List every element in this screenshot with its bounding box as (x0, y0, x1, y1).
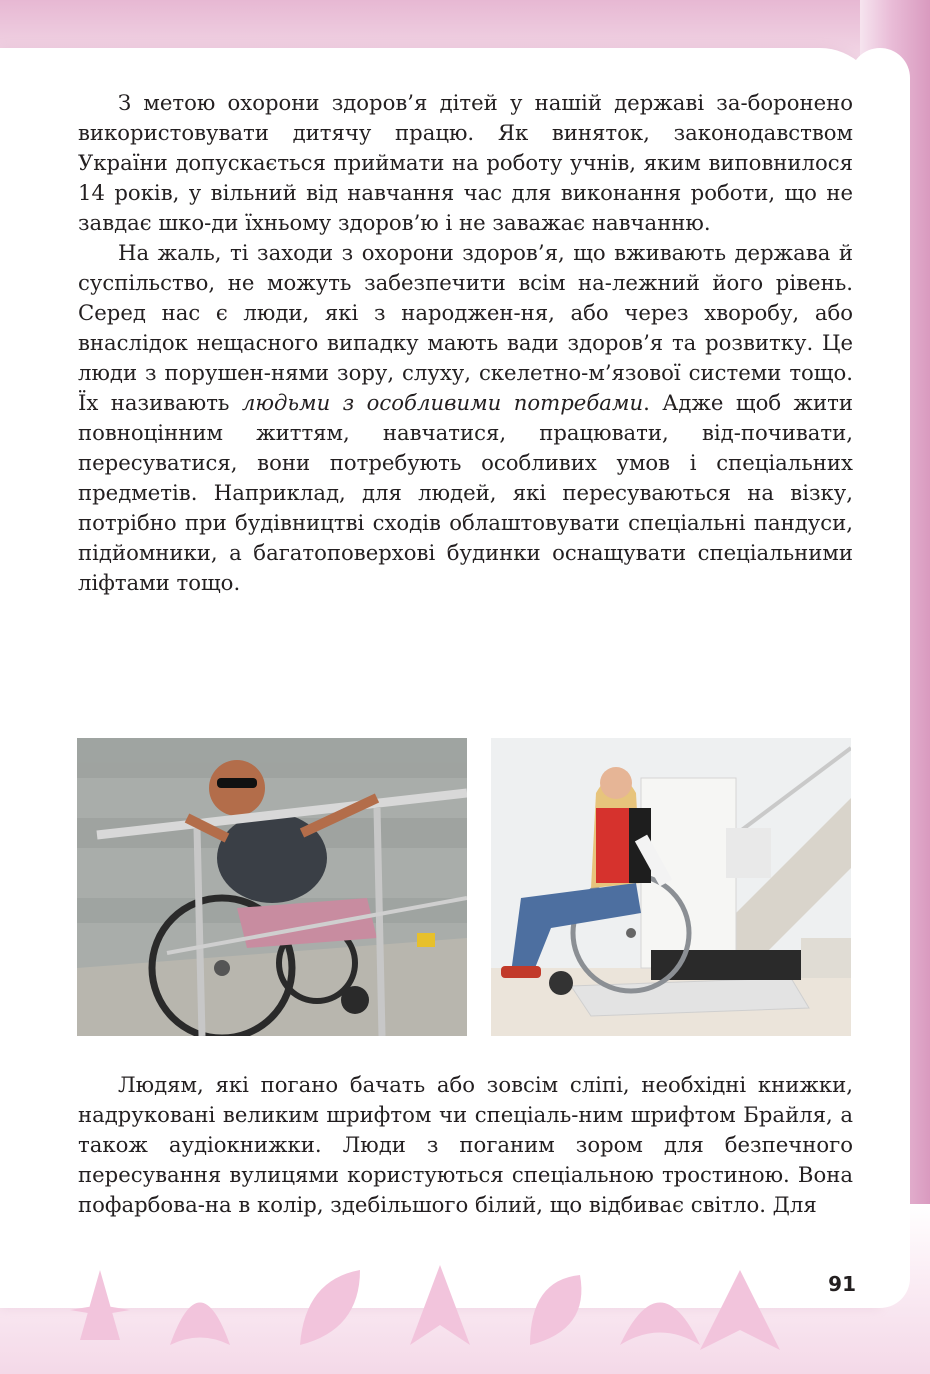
paragraph-special-needs-end: . Адже щоб жити повноцінним життям, навчатися, працювати, від-почивати, пересуватися, вони потребують особливих умов і спеціальних предметів. Наприклад, для людей, які пересуваються на візку, потрібно при будівництві сходів облаштовувати спеціальні пандуси, підйомники, а багатоповерхові будинки оснащувати спеціальними ліфтами тощо. (78, 390, 853, 595)
leaf-6-icon (620, 1303, 700, 1346)
page-number: 91 (828, 1272, 856, 1296)
term-special-needs: людьми з особливими потребами (241, 390, 644, 415)
paragraph-special-needs-start: На жаль, ті заходи з охорони здоров’я, що вживають держава й суспільство, не можуть забезпечити всім на-лежний його рівень. Серед нас є люди, які з народжен-ня, або через хворобу, або внаслідок нещасного випадку мають вади здоров’я та розвитку. Це люди з порушен-нями зору, слуху, скелетно-м’язової системи тощо. Їх називають (78, 240, 853, 415)
photo-wheelchair-ramp (77, 738, 467, 1036)
photo-wheelchair-lift (491, 738, 851, 1036)
paragraph-special-needs (78, 238, 853, 598)
leaf-7-icon (700, 1270, 780, 1350)
paragraph-child-labour: З метою охорони здоров’я дітей у нашій державі за-боронено використовувати дитячу працю. Як виняток, законодавством України допускається приймати на роботу учнів, яким виповнилося 14 років, у вільний від навчання час для виконання роботи, що не завдає шко-ди їхньому здоров’ю і не заважає навчанню. (78, 90, 853, 235)
leaf-3-icon (300, 1270, 360, 1345)
text-top (78, 88, 853, 598)
photo-wheelchair-lift-drawing (491, 738, 851, 1036)
leaf-2-icon (170, 1303, 230, 1346)
paper-wave-edge (850, 48, 910, 1308)
text-bottom (78, 1070, 853, 1220)
leaf-1-icon (70, 1270, 130, 1340)
photo-wheelchair-ramp-drawing (77, 738, 467, 1036)
decorative-leaves (60, 1250, 840, 1360)
paragraph-visual-impairment: Людям, які погано бачать або зовсім сліпі, необхідні книжки, надруковані великим шрифтом чи спеціаль-ним шрифтом Брайля, а також аудіокнижки. Люди з поганим зором для безпечного пересування вулицями користуються спеціальною тростиною. Вона пофарбова-на в колір, здебільшого білий, що відбиває світло. Для (78, 1072, 853, 1217)
leaf-5-icon (530, 1275, 581, 1345)
leaf-4-icon (410, 1265, 470, 1345)
